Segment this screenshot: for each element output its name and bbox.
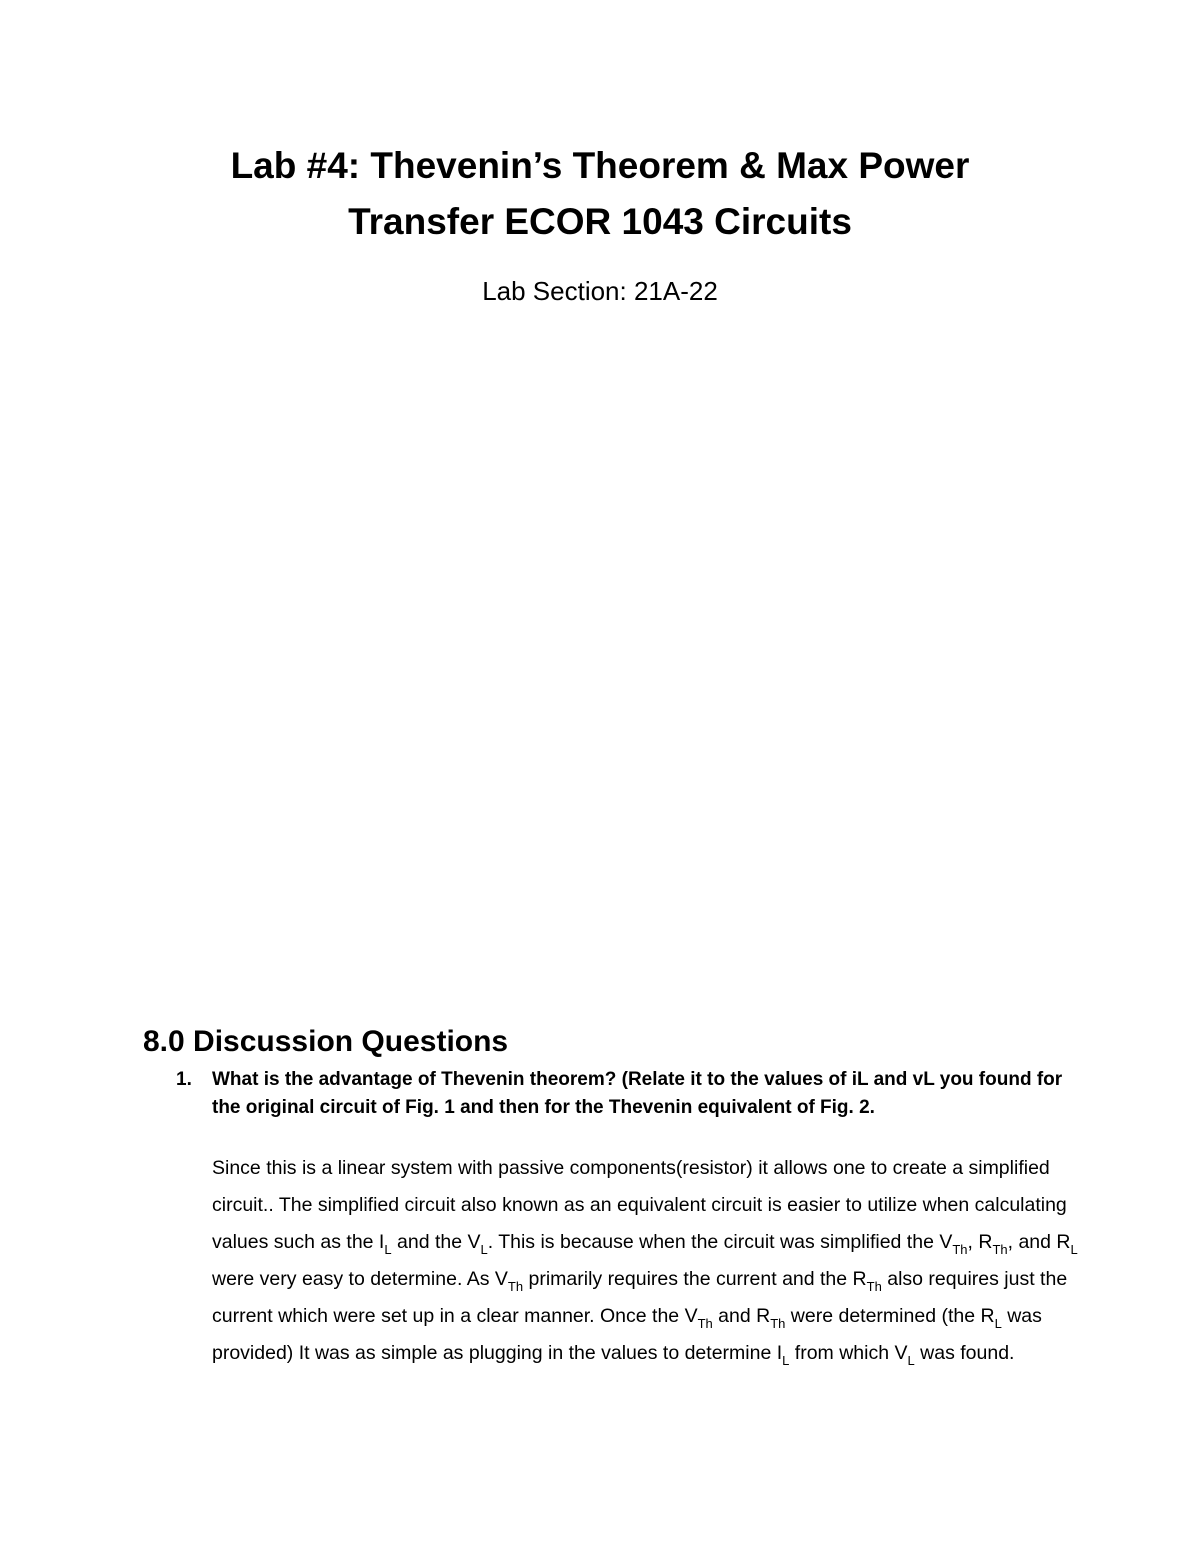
subscript: L: [384, 1242, 392, 1257]
answer-text: , and R: [1007, 1231, 1071, 1253]
subscript: L: [994, 1316, 1002, 1331]
answer-text: was provided) It was as simple as plugging in the values to determine I: [212, 1305, 1042, 1364]
answer-text: were determined (the R: [785, 1305, 995, 1327]
answer-text: and R: [712, 1305, 771, 1327]
subscript: Th: [866, 1279, 882, 1294]
answer-text: also requires just the current which were set up in a clear manner. Once the V: [212, 1268, 1068, 1327]
subscript: Th: [507, 1279, 524, 1294]
answer-paragraph: [212, 1150, 1082, 1372]
subscript: Th: [992, 1242, 1008, 1257]
lab-section-label: Lab Section: 21A-22: [482, 276, 718, 306]
title-line-2: Transfer ECOR 1043 Circuits: [348, 201, 852, 242]
subscript: L: [1070, 1242, 1078, 1257]
answer-text: was found.: [914, 1342, 1015, 1364]
answer-text: from which V: [789, 1342, 908, 1364]
subscript: L: [782, 1353, 790, 1368]
subscript: L: [480, 1242, 488, 1257]
subscript: Th: [697, 1316, 713, 1331]
subscript: L: [907, 1353, 915, 1368]
answer-text: and the V: [391, 1231, 481, 1253]
answer-text: . This is because when the circuit was simplified the V: [487, 1231, 953, 1253]
subscript: Th: [952, 1242, 968, 1257]
answer-text: were very easy to determine. As V: [212, 1268, 508, 1290]
question-number: 1.: [176, 1069, 192, 1090]
document-title: [100, 138, 1100, 250]
question-text: What is the advantage of Thevenin theorem? (Relate it to the values of iL and vL you found for the original circuit of Fig. 1 and then for the Thevenin equivalent of Fig. 2.: [212, 1069, 1063, 1118]
subscript: Th: [770, 1316, 786, 1331]
title-line-1: Lab #4: Thevenin’s Theorem & Max Power: [230, 145, 970, 186]
answer-text: , R: [967, 1231, 993, 1253]
answer-text: primarily requires the current and the R: [523, 1268, 867, 1290]
answer-text: Since this is a linear system with passive components(resistor) it allows one to create a simplified circuit.. The simplified circuit also known as an equivalent circuit is easier to utilize when calculating values such as the I: [212, 1157, 1067, 1253]
discussion-questions-heading: 8.0 Discussion Questions: [143, 1025, 509, 1058]
